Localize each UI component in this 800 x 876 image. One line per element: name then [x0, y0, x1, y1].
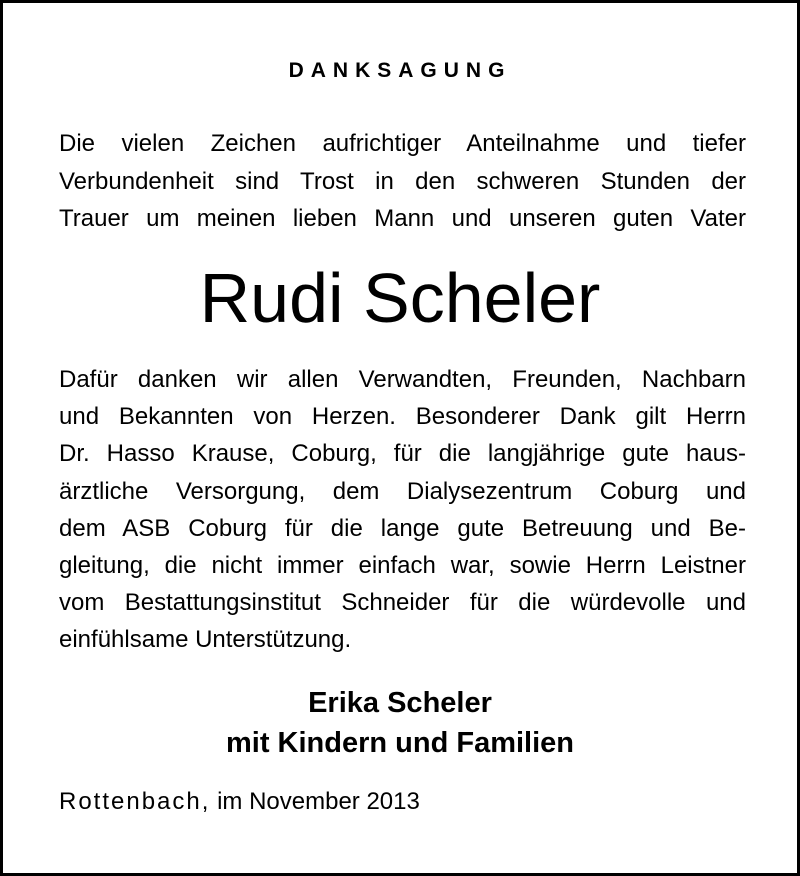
thanks-line: ärztliche Versorgung, dem Dialysezentrum Coburg und [59, 477, 746, 505]
signature-block [3, 683, 797, 763]
thanks-line: Dafür danken wir allen Verwandten, Freunden, Nachbarn [59, 366, 746, 393]
thanks-line: dem ASB Coburg für die lange gute Betreuung und Be- [59, 514, 746, 542]
intro-line: Trauer um meinen lieben Mann und unseren guten Vater [59, 205, 746, 232]
intro-line: Die vielen Zeichen aufrichtiger Anteilnahme und tiefer [59, 130, 746, 157]
intro-paragraph [59, 125, 746, 238]
thanks-line: gleitung, die nicht immer einfach war, sowie Herrn Leistner [59, 552, 746, 580]
intro-line: Verbundenheit sind Trost in den schweren Stunden der [59, 167, 746, 195]
notice-date: im November 2013 [217, 788, 420, 815]
notice-heading: DANKSAGUNG [288, 59, 512, 82]
place-date [59, 788, 420, 816]
deceased-name: Rudi Scheler [199, 259, 601, 337]
thanks-paragraph [59, 361, 746, 659]
thanks-line: und Bekannten von Herzen. Besonderer Dank gilt Herrn [59, 403, 746, 431]
place-name: Rottenbach, [59, 788, 211, 815]
thanks-line: Dr. Hasso Krause, Coburg, für die langjährige gute haus- [59, 440, 746, 468]
thanks-line: vom Bestattungsinstitut Schneider für die würdevolle und [59, 589, 746, 617]
signature-family: mit Kindern und Familien [225, 727, 574, 759]
thanks-line: einfühlsame Unterstützung. [59, 626, 352, 654]
signature-name: Erika Scheler [308, 687, 492, 719]
